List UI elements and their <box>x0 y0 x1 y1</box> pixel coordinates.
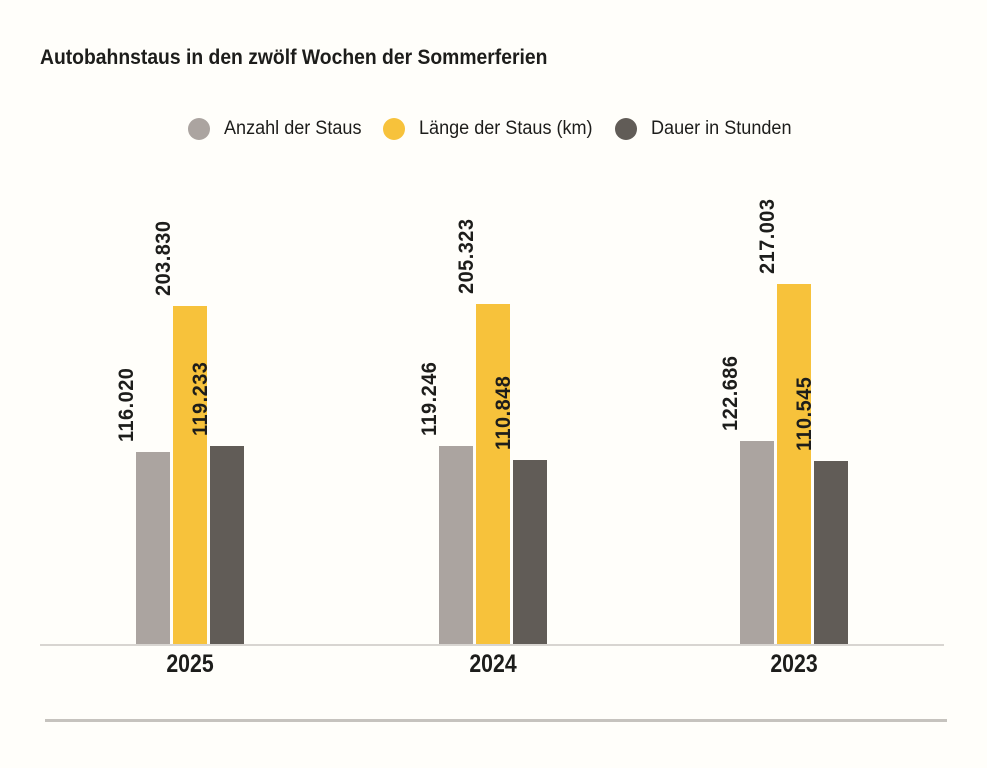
bar-value-label: 110.848 <box>492 375 515 450</box>
bar-2023-series0 <box>740 441 774 644</box>
bar-2023-series2 <box>814 461 848 644</box>
category-label-2023: 2023 <box>770 650 818 678</box>
legend-label: Länge der Staus (km) <box>418 118 593 139</box>
bar-value-label: 122.686 <box>719 355 742 431</box>
bar-2024-series0 <box>439 446 473 644</box>
bar-value-label: 205.323 <box>455 218 478 294</box>
bar-2024-series1 <box>476 304 510 644</box>
bar-value-label: 110.545 <box>793 376 816 451</box>
legend-label: Dauer in Stunden <box>651 118 792 139</box>
category-label-2024: 2024 <box>469 650 517 678</box>
bar-2023-series1 <box>777 284 811 644</box>
bar-value-label: 203.830 <box>152 220 175 296</box>
category-label-2025: 2025 <box>166 650 214 678</box>
x-axis-baseline <box>40 644 944 646</box>
bar-2025-series1 <box>173 306 207 644</box>
bar-value-label: 116.020 <box>115 367 138 442</box>
bar-value-label: 119.233 <box>189 361 212 436</box>
legend-label: Anzahl der Staus <box>223 118 362 139</box>
bar-2025-series2 <box>210 446 244 644</box>
chart-title: Autobahnstaus in den zwölf Wochen der Sommerferien <box>40 46 548 69</box>
bar-2025-series0 <box>136 452 170 644</box>
bar-value-label: 119.246 <box>418 361 441 436</box>
bottom-divider <box>45 719 947 722</box>
bar-2024-series2 <box>513 460 547 644</box>
bar-value-label: 217.003 <box>756 198 779 274</box>
